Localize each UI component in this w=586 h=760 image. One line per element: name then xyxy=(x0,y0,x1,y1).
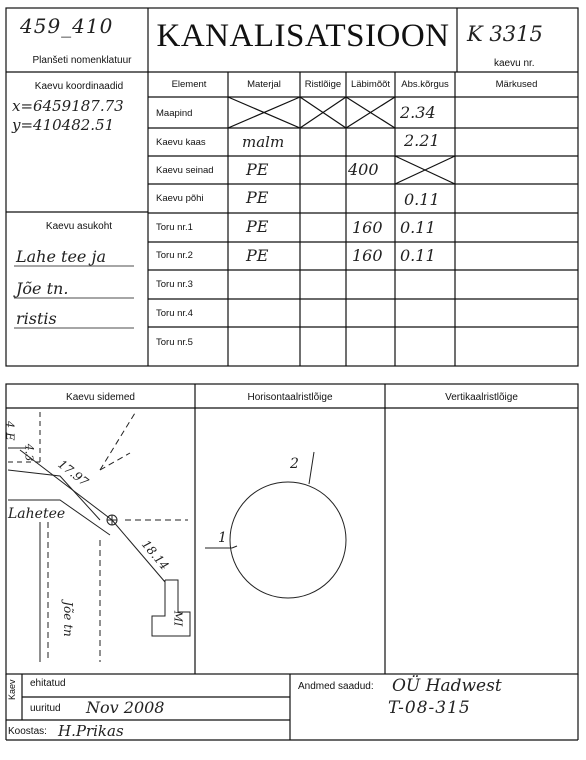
col-element: Element xyxy=(171,79,207,90)
row-diameter: 160 xyxy=(352,218,383,237)
well-number: K 3315 xyxy=(467,22,543,46)
row-element: Kaevu põhi xyxy=(156,193,204,204)
row-element: Toru nr.3 xyxy=(156,279,193,290)
sketch-distance-1: 17.97 xyxy=(55,456,92,490)
col-notes: Märkused xyxy=(495,79,538,90)
sketch-building-label: MI xyxy=(171,610,185,627)
row-diameter: 400 xyxy=(348,160,379,179)
built-label: ehitatud xyxy=(30,678,66,689)
row-element: Toru nr.2 xyxy=(156,250,193,261)
sketch-side-mid: 4.3 xyxy=(22,443,36,462)
row-element: Toru nr.1 xyxy=(156,222,193,233)
coordinate-y: y=410482.51 xyxy=(12,116,115,134)
connections-label: Kaevu sidemed xyxy=(66,392,135,403)
col-diameter: Läbimõõt xyxy=(350,79,391,90)
row-elevation: 0.11 xyxy=(400,246,436,265)
row-element: Kaevu kaas xyxy=(156,137,206,148)
sheet-label: Planšeti nomenklatuur xyxy=(32,55,132,66)
data-source-value-2: T-08-315 xyxy=(388,698,471,718)
coordinates-label: Kaevu koordinaadid xyxy=(34,81,124,92)
pipe-2-label: 2 xyxy=(290,456,299,472)
pipe-1-label: 1 xyxy=(218,530,227,546)
row-elevation: 0.11 xyxy=(400,218,436,237)
location-line-2: Jõe tn. xyxy=(16,279,69,298)
row-elevation: 0.11 xyxy=(404,190,440,209)
location-label: Kaevu asukoht xyxy=(45,221,113,232)
col-cross-section: Ristlõige xyxy=(304,79,342,90)
row-diameter: 160 xyxy=(352,246,383,265)
row-material: PE xyxy=(246,160,269,179)
compiled-by-label: Koostas: xyxy=(8,726,47,737)
compiled-by-value: H.Prikas xyxy=(58,722,124,740)
sketch-distance-2: 18.14 xyxy=(138,537,172,573)
row-elevation: 2.34 xyxy=(400,103,436,122)
row-element: Toru nr.5 xyxy=(156,337,193,348)
col-elevation: Abs.kõrgus xyxy=(401,79,449,90)
surveyed-value: Nov 2008 xyxy=(86,698,165,717)
sheet-number: 459_410 xyxy=(20,14,114,38)
row-material: malm xyxy=(242,133,285,151)
location-line-3: ristis xyxy=(16,309,57,328)
row-material: PE xyxy=(246,217,269,236)
well-number-label: kaevu nr. xyxy=(494,58,535,69)
sketch-side-top: 4 xyxy=(3,421,16,428)
row-element: Kaevu seinad xyxy=(156,165,214,176)
surveyed-label: uuritud xyxy=(30,703,61,714)
location-line-1: Lahe tee ja xyxy=(16,247,106,266)
sketch-side-top-2: E xyxy=(3,432,17,441)
data-source-value-1: OÜ Hadwest xyxy=(392,676,502,696)
sketch-road-label: Jõe tn xyxy=(60,601,75,637)
row-element: Maapind xyxy=(156,108,193,119)
data-source-label: Andmed saadud: xyxy=(298,681,374,692)
col-material: Materjal xyxy=(247,79,281,90)
horizontal-section-label: Horisontaalristlõige xyxy=(247,392,333,403)
page-title: KANALISATSIOON xyxy=(156,18,450,54)
row-elevation: 2.21 xyxy=(404,131,440,150)
row-element: Toru nr.4 xyxy=(156,308,193,319)
coordinate-x: x=6459187.73 xyxy=(12,97,124,115)
row-material: PE xyxy=(246,246,269,265)
sketch-street-label: Lahetee xyxy=(8,506,66,522)
row-material: PE xyxy=(246,188,269,207)
well-vertical-label: Kaev xyxy=(7,679,17,700)
vertical-section-label: Vertikaalristlõige xyxy=(445,392,518,403)
